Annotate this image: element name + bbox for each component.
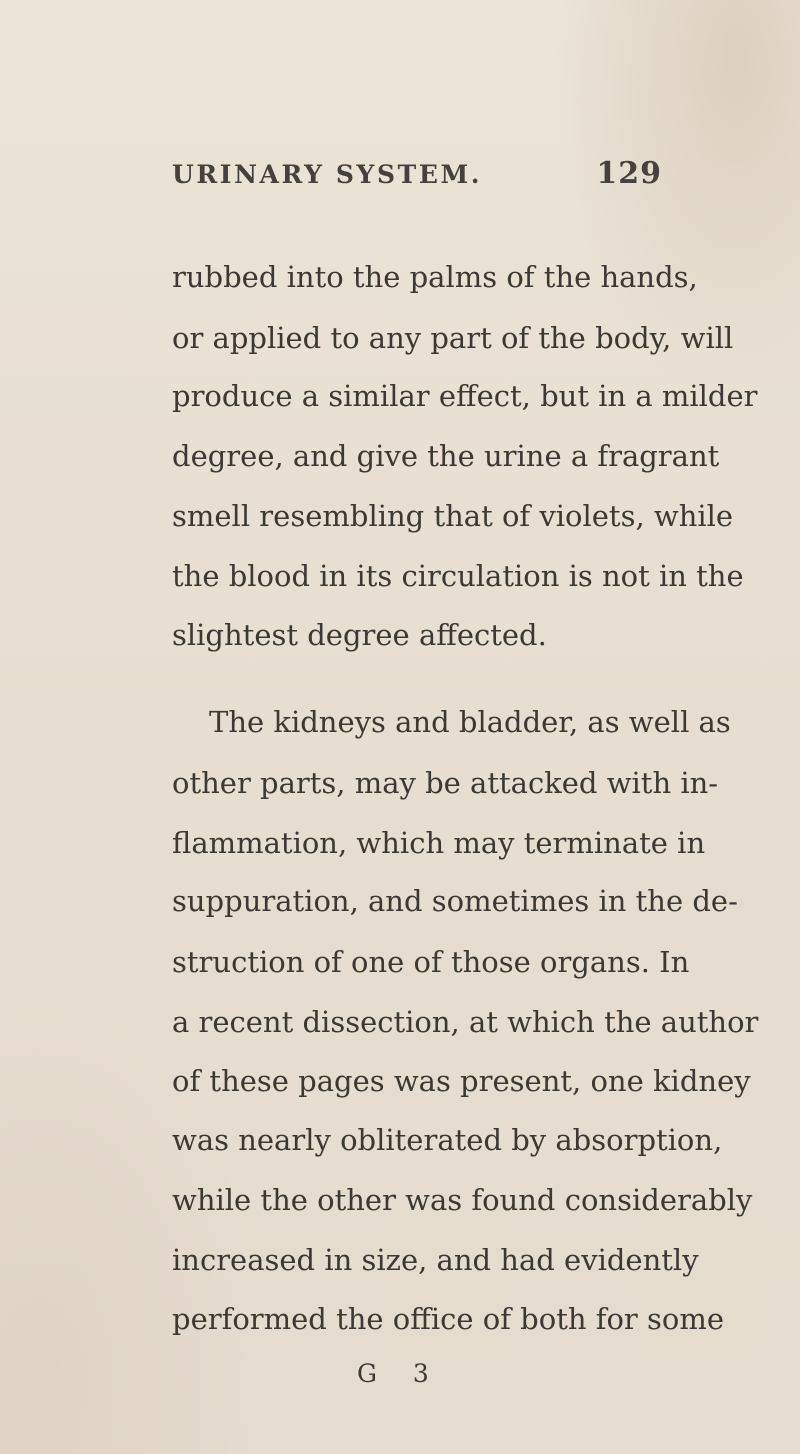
text-line: the blood in its circulation is not in the [172, 559, 744, 593]
text-line: flammation, which may terminate in [172, 826, 706, 860]
text-line: The kidneys and bladder, as well as [209, 705, 731, 739]
text-line: produce a similar effect, but in a milder [172, 379, 758, 413]
text-line: rubbed into the palms of the hands, [172, 260, 698, 294]
running-title: URINARY SYSTEM. [172, 160, 483, 189]
text-line: suppuration, and sometimes in the de- [172, 884, 738, 918]
text-line: a recent dissection, at which the author [172, 1005, 759, 1039]
page-number: 129 [596, 156, 662, 191]
text-line: was nearly obliterated by absorption, [172, 1123, 723, 1157]
text-line: struction of one of those organs. In [172, 945, 690, 979]
text-line: performed the office of both for some [172, 1302, 725, 1336]
signature-mark: G 3 [357, 1359, 443, 1388]
text-line: or applied to any part of the body, will [172, 321, 734, 355]
text-line: smell resembling that of violets, while [172, 499, 734, 533]
text-line: increased in size, and had evidently [172, 1243, 699, 1277]
running-head [172, 156, 662, 204]
text-line: degree, and give the urine a fragrant [172, 439, 720, 473]
text-line: slightest degree affected. [172, 618, 547, 652]
text-line: while the other was found considerably [172, 1183, 753, 1217]
text-line: of these pages was present, one kidney [172, 1064, 751, 1098]
text-line: other parts, may be attacked with in- [172, 766, 719, 800]
